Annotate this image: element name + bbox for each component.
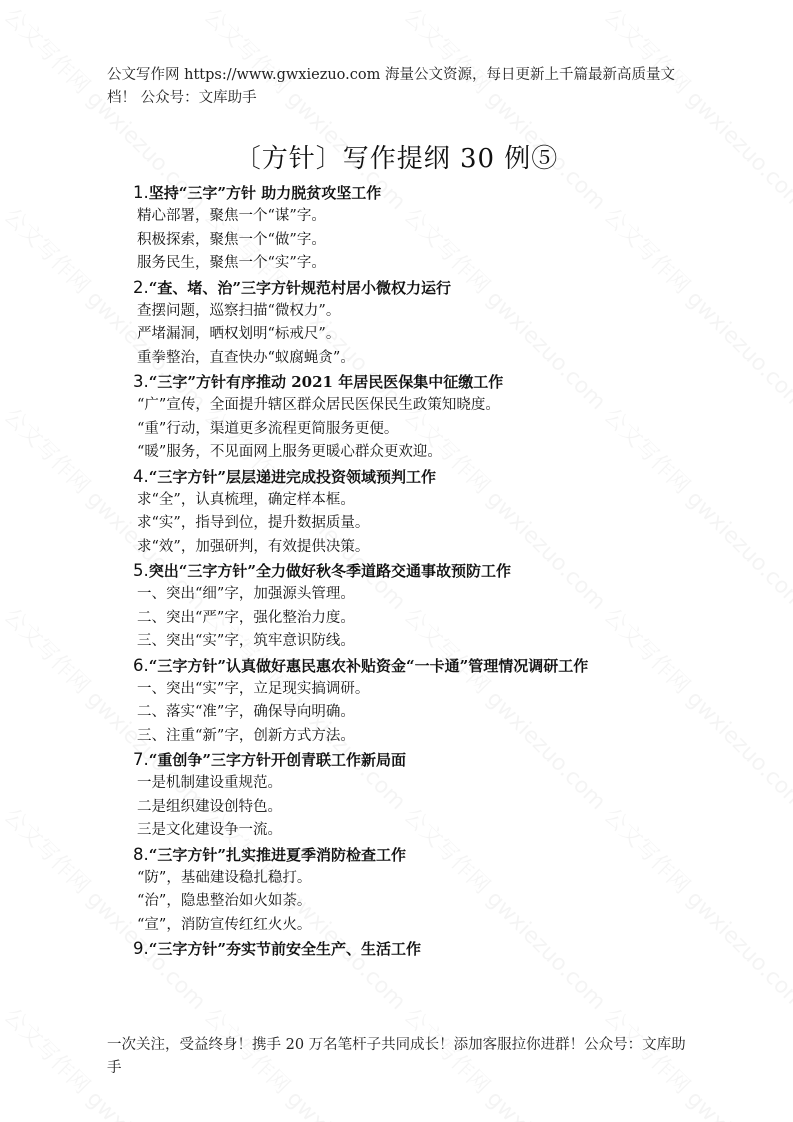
- outline-section: [133, 748, 733, 843]
- section-heading: [133, 465, 733, 489]
- section-heading: [133, 181, 733, 205]
- section-item: 二是组织建设创特色。: [137, 798, 282, 815]
- section-number: 9.: [133, 939, 149, 958]
- section-item: 精心部署，聚焦一个“谋”字。: [137, 208, 326, 224]
- section-item: 二、突出“严”字，强化整治力度。: [137, 609, 355, 626]
- page-header: 公文写作网 https://www.gwxiezuo.com 海量公文资源，每日更新上千篇最新高质量文档！ 公众号：文库助手: [107, 67, 675, 106]
- section-item: 求“全”，认真梳理，确定样本框。: [137, 491, 355, 508]
- section-heading-text: “查、堵、治”三字方针规范村居小微权力运行: [148, 278, 452, 297]
- section-heading: [133, 559, 733, 583]
- section-number: 8.: [133, 844, 149, 864]
- section-heading-text: “三字方针”扎实推进夏季消防检查工作: [148, 845, 407, 864]
- section-item: 三是文化建设争一流。: [137, 822, 282, 838]
- section-item: 一、突出“实”字，立足现实搞调研。: [137, 680, 370, 697]
- section-heading: [133, 937, 733, 961]
- section-item: “广”宣传，全面提升辖区群众居民医保民生政策知晓度。: [137, 397, 500, 413]
- outline-section: [133, 276, 733, 371]
- section-number: 4.: [133, 466, 149, 486]
- section-heading: [133, 370, 733, 394]
- section-heading-text: 坚持“三字”方针 助力脱贫攻坚工作: [148, 184, 382, 202]
- section-item: 求“效”，加强研判，有效提供决策。: [137, 538, 370, 555]
- section-item: 重拳整治，直查快办“蚁腐蝇贪”。: [137, 349, 355, 366]
- section-number: 5.: [133, 561, 149, 580]
- outline-section: [133, 937, 733, 961]
- section-number: 1.: [133, 183, 149, 202]
- section-number: 7.: [133, 750, 149, 769]
- section-heading: [133, 748, 733, 772]
- section-item: 三、注重“新”字，创新方式方法。: [137, 727, 355, 744]
- section-item: “暖”服务，不见面网上服务更暖心群众更欢迎。: [137, 444, 442, 460]
- section-number: 6.: [133, 655, 149, 675]
- document-title: 〔方针〕写作提纲 30 例⑤: [234, 144, 559, 174]
- outline-section: [133, 654, 733, 749]
- section-item: 三、突出“实”字，筑牢意识防线。: [137, 633, 355, 649]
- outline-section: [133, 370, 733, 465]
- section-item: “治”，隐患整治如火如荼。: [137, 893, 312, 909]
- section-item: “宣”，消防宣传红红火火。: [137, 916, 312, 933]
- section-heading: [133, 654, 733, 678]
- outline-section: [133, 465, 733, 560]
- section-heading-text: “重创争”三字方针开创青联工作新局面: [148, 751, 407, 769]
- section-heading-text: “三字方针”认真做好惠民惠农补贴资金“一卡通”管理情况调研工作: [148, 656, 589, 675]
- outline-section: [133, 181, 733, 276]
- outline-section: [133, 559, 733, 654]
- section-item: 求“实”，指导到位，提升数据质量。: [137, 515, 370, 531]
- section-item: 二、落实“准”字，确保导向明确。: [137, 704, 355, 720]
- section-item: “重”行动，渠道更多流程更简服务更便。: [137, 420, 399, 437]
- section-heading-text: “三字方针”层层递进完成投资领域预判工作: [148, 467, 437, 486]
- section-item: 严堵漏洞，晒权划明“标戒尺”。: [137, 326, 341, 342]
- section-item: “防”，基础建设稳扎稳打。: [137, 869, 312, 886]
- section-item: 一是机制建设重规范。: [137, 775, 282, 791]
- page-footer: 一次关注，受益终身！携手 20 万名笔杆子共同成长！添加客服拉你进群！公众号：文库助手: [107, 1037, 686, 1076]
- section-item: 一、突出“细”字，加强源头管理。: [137, 586, 355, 602]
- section-heading: [133, 843, 733, 867]
- outline-section: [133, 843, 733, 938]
- section-number: 2.: [133, 277, 149, 297]
- section-item: 积极探索，聚焦一个“做”字。: [137, 231, 326, 248]
- section-heading-text: “三字”方针有序推动 2021 年居民医保集中征缴工作: [148, 373, 504, 391]
- section-heading: [133, 276, 733, 300]
- section-heading-text: “三字方针”夯实节前安全生产、生活工作: [148, 940, 422, 958]
- section-item: 服务民生，聚焦一个“实”字。: [137, 255, 326, 271]
- section-item: 查摆问题，巡察扫描“微权力”。: [137, 302, 341, 319]
- outline-content: [133, 181, 733, 961]
- section-number: 3.: [133, 372, 149, 391]
- section-heading-text: 突出“三字方针”全力做好秋冬季道路交通事故预防工作: [148, 562, 512, 580]
